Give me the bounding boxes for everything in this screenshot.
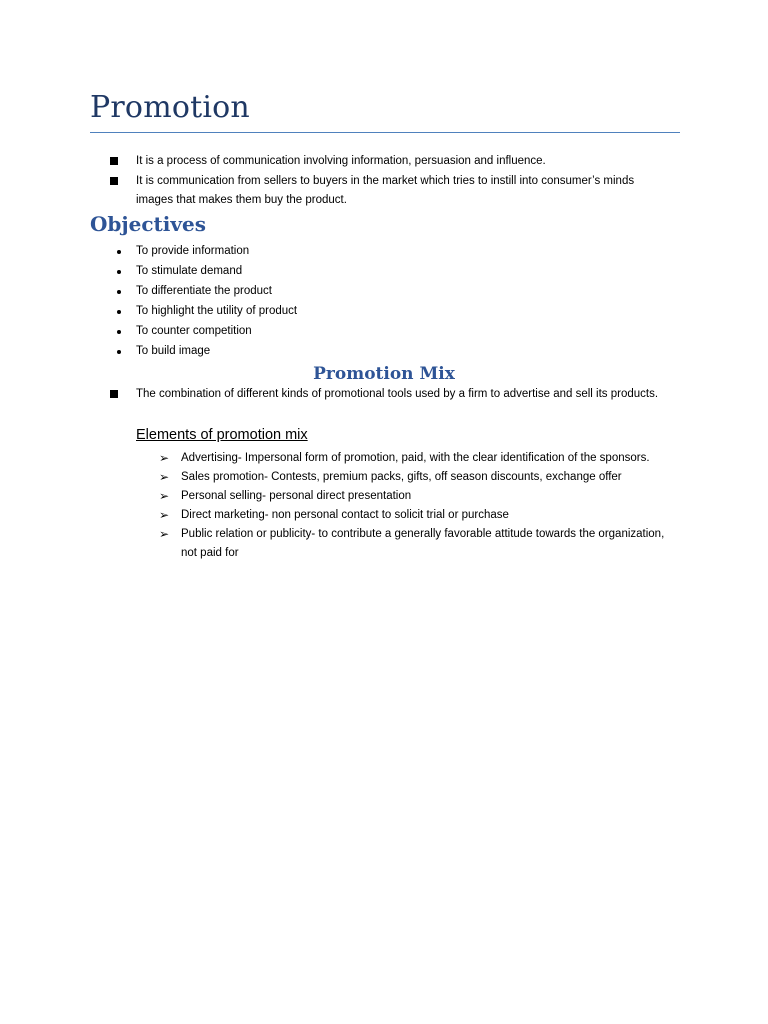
square-bullet-icon [110,390,118,398]
objectives-heading: Objectives [90,212,206,236]
list-item-text: Personal selling- personal direct presentation [181,490,412,502]
list-item-text: To differentiate the product [136,285,272,297]
square-bullet-icon [110,157,118,165]
list-item [0,506,768,525]
list-item-text: Public relation or publicity- to contribute a generally favorable attitude towards the organization, not paid for [181,528,665,559]
list-item-text: To highlight the utility of product [136,305,298,317]
square-bullet-icon [110,177,118,185]
list-item-text: Sales promotion- Contests, premium packs, gifts, off season discounts, exchange offer [181,471,622,483]
list-item-text: Direct marketing- non personal contact to solicit trial or purchase [181,509,509,521]
list-item [0,322,768,342]
list-item [0,262,768,282]
list-item [0,282,768,302]
list-item-text: The combination of different kinds of promotional tools used by a firm to advertise and sell its products. [136,388,659,400]
intro-list [0,152,768,210]
round-bullet-icon [117,310,121,314]
elements-list [0,449,768,563]
round-bullet-icon [117,350,121,354]
round-bullet-icon [117,250,121,254]
list-item [0,525,768,563]
promotion-mix-list [0,385,768,404]
list-item-text: Advertising- Impersonal form of promotion, paid, with the clear identification of the sponsors. [181,452,650,464]
list-item-text: To stimulate demand [136,265,243,277]
page-title: Promotion [90,90,250,125]
list-item [0,342,768,362]
list-item-text: To build image [136,345,211,357]
arrow-bullet-icon: ➢ [158,508,170,522]
promotion-mix-heading: Promotion Mix [313,364,455,384]
list-item [0,385,768,404]
list-item [0,172,768,210]
list-item [0,468,768,487]
arrow-bullet-icon: ➢ [158,451,170,465]
list-item [0,152,768,171]
list-item-text: It is communication from sellers to buyers in the market which tries to instill into consumer’s minds images that makes them buy the product. [136,175,635,206]
round-bullet-icon [117,330,121,334]
list-item [0,242,768,262]
objectives-list [0,242,768,362]
arrow-bullet-icon: ➢ [158,470,170,484]
list-item-text: To counter competition [136,325,252,337]
list-item [0,449,768,468]
round-bullet-icon [117,270,121,274]
round-bullet-icon [117,290,121,294]
list-item [0,487,768,506]
elements-heading: Elements of promotion mix [136,427,308,443]
title-underline [90,132,680,133]
list-item-text: It is a process of communication involving information, persuasion and influence. [136,155,546,167]
arrow-bullet-icon: ➢ [158,527,170,541]
arrow-bullet-icon: ➢ [158,489,170,503]
list-item [0,302,768,322]
list-item-text: To provide information [136,245,250,257]
